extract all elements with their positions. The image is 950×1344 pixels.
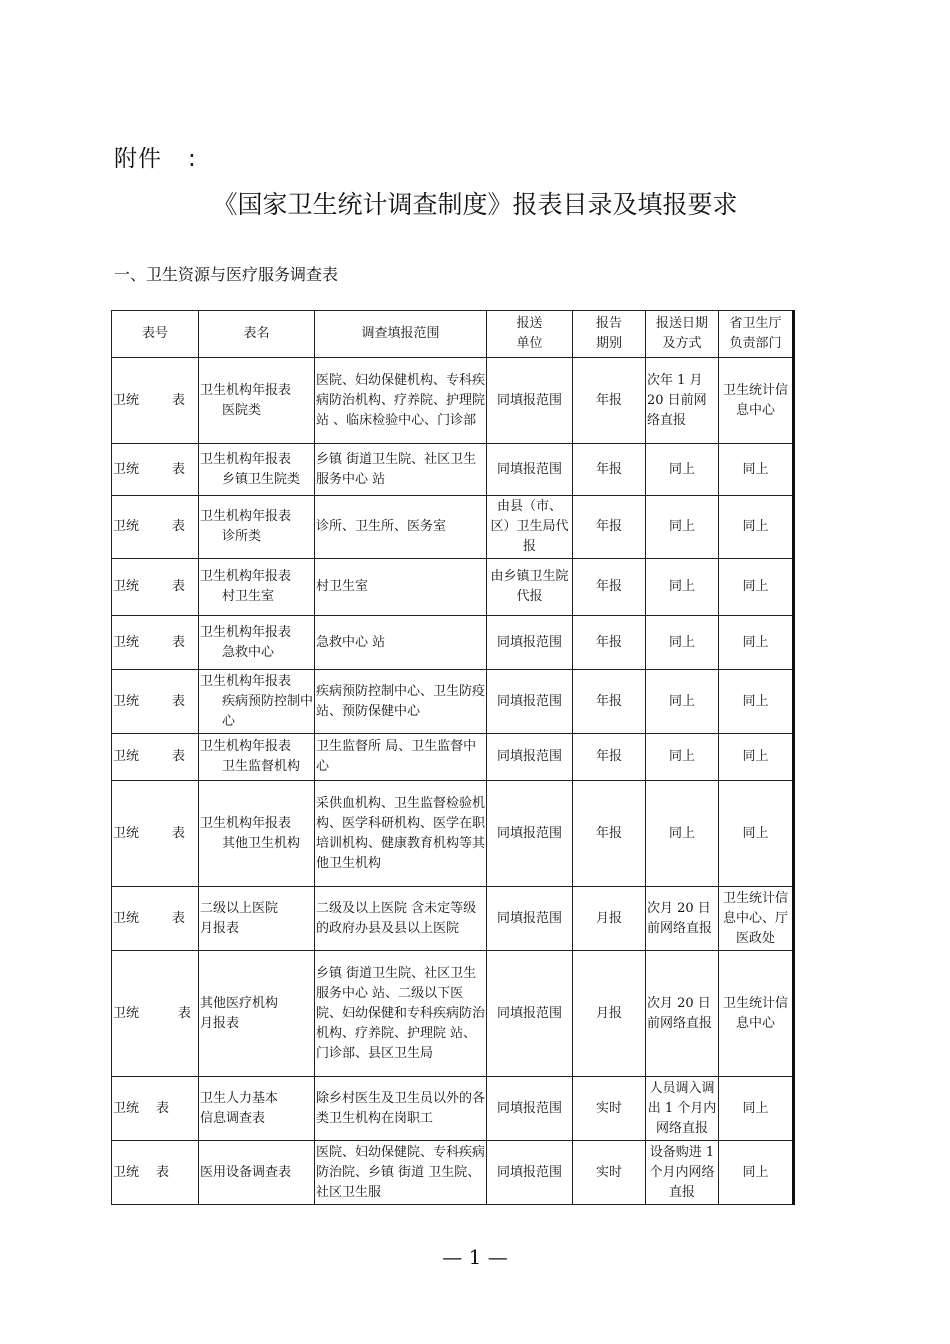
cell-date: 同上 xyxy=(646,734,719,781)
header-dept xyxy=(719,311,794,358)
cell-unit: 同填报范围 xyxy=(487,670,573,734)
header-code: 表号 xyxy=(112,311,199,358)
cell-unit: 同填报范围 xyxy=(487,358,573,444)
cell-scope: 除乡村医生及卫生员以外的各类卫生机构在岗职工 xyxy=(315,1077,487,1141)
table-row xyxy=(112,951,794,1077)
cell-code: 卫统 表 xyxy=(112,616,199,670)
cell-unit: 同填报范围 xyxy=(487,616,573,670)
cell-name: 二级以上医院 月报表 xyxy=(199,887,315,951)
cell-name: 卫生机构年报表 村卫生室 xyxy=(199,559,315,616)
cell-name: 卫生人力基本 信息调查表 xyxy=(199,1077,315,1141)
cell-scope: 乡镇 街道卫生院、社区卫生服务中心 站 xyxy=(315,444,487,496)
cell-scope: 卫生监督所 局、卫生监督中心 xyxy=(315,734,487,781)
cell-code: 卫统 表 xyxy=(112,734,199,781)
cell-name: 卫生机构年报表 疾病预防控制中心 xyxy=(199,670,315,734)
cell-scope: 医院、妇幼保健机构、专科疾病防治机构、疗养院、护理院 站 、临床检验中心、门诊部 xyxy=(315,358,487,444)
table-row xyxy=(112,670,794,734)
cell-period: 年报 xyxy=(573,616,646,670)
cell-scope: 诊所、卫生所、医务室 xyxy=(315,496,487,559)
header-date-l2: 及方式 xyxy=(662,336,702,351)
cell-scope: 急救中心 站 xyxy=(315,616,487,670)
cell-dept: 卫生统计信息中心、厅医政处 xyxy=(719,887,794,951)
table-row xyxy=(112,559,794,616)
cell-name: 医用设备调查表 xyxy=(199,1141,315,1205)
cell-scope: 采供血机构、卫生监督检验机构、医学科研机构、医学在职培训机构、健康教育机构等其他卫生机构 xyxy=(315,781,487,887)
cell-date: 同上 xyxy=(646,616,719,670)
cell-date: 人员调入调出 1 个月内网络直报 xyxy=(646,1077,719,1141)
cell-unit: 同填报范围 xyxy=(487,1077,573,1141)
cell-unit: 同填报范围 xyxy=(487,1141,573,1205)
cell-name: 卫生机构年报表 诊所类 xyxy=(199,496,315,559)
cell-code: 卫统 表 xyxy=(112,1141,199,1205)
header-date-l1: 报送日期 xyxy=(655,316,708,331)
cell-date: 同上 xyxy=(646,444,719,496)
cell-name: 卫生机构年报表 急救中心 xyxy=(199,616,315,670)
cell-dept: 同上 xyxy=(719,1077,794,1141)
table-row xyxy=(112,496,794,559)
cell-period: 年报 xyxy=(573,781,646,887)
cell-name: 卫生机构年报表 卫生监督机构 xyxy=(199,734,315,781)
cell-scope: 疾病预防控制中心、卫生防疫站、预防保健中心 xyxy=(315,670,487,734)
attachment-colon: : xyxy=(188,146,197,172)
cell-scope: 医院、妇幼保健院、专科疾病防治院、乡镇 街道 卫生院、社区卫生服 xyxy=(315,1141,487,1205)
cell-period: 年报 xyxy=(573,670,646,734)
cell-unit: 由县（市、区）卫生局代报 xyxy=(487,496,573,559)
header-dept-l1: 省卫生厅 xyxy=(729,316,782,331)
cell-period: 实时 xyxy=(573,1077,646,1141)
header-unit-l1: 报送 xyxy=(516,316,543,331)
cell-date: 同上 xyxy=(646,559,719,616)
cell-date: 同上 xyxy=(646,781,719,887)
cell-period: 年报 xyxy=(573,496,646,559)
table-row xyxy=(112,781,794,887)
table-row xyxy=(112,616,794,670)
cell-date: 次年 1 月 20 日前网络直报 xyxy=(646,358,719,444)
document-title: 《国家卫生统计调查制度》报表目录及填报要求 xyxy=(212,190,738,219)
cell-dept: 同上 xyxy=(719,1141,794,1205)
cell-dept: 卫生统计信息中心 xyxy=(719,358,794,444)
section-heading: 一、卫生资源与医疗服务调查表 xyxy=(114,265,339,284)
cell-period: 月报 xyxy=(573,951,646,1077)
cell-dept: 同上 xyxy=(719,444,794,496)
cell-date: 设备购进 1 个月内网络直报 xyxy=(646,1141,719,1205)
header-unit xyxy=(487,311,573,358)
cell-dept: 同上 xyxy=(719,781,794,887)
cell-code: 卫统 表 xyxy=(112,444,199,496)
cell-period: 年报 xyxy=(573,444,646,496)
header-name: 表名 xyxy=(199,311,315,358)
cell-name: 卫生机构年报表 乡镇卫生院类 xyxy=(199,444,315,496)
cell-period: 月报 xyxy=(573,887,646,951)
cell-code: 卫统 表 xyxy=(112,887,199,951)
attachment-label xyxy=(114,140,197,173)
table-row xyxy=(112,734,794,781)
cell-unit: 同填报范围 xyxy=(487,951,573,1077)
cell-scope: 乡镇 街道卫生院、社区卫生服务中心 站、二级以下医院、妇幼保健和专科疾病防治机构、疗养院、护理院 站、门诊部、县区卫生局 xyxy=(315,951,487,1077)
cell-name: 卫生机构年报表 其他卫生机构 xyxy=(199,781,315,887)
cell-dept: 同上 xyxy=(719,496,794,559)
cell-unit: 由乡镇卫生院代报 xyxy=(487,559,573,616)
cell-date: 同上 xyxy=(646,670,719,734)
cell-unit: 同填报范围 xyxy=(487,444,573,496)
table-row xyxy=(112,358,794,444)
cell-period: 年报 xyxy=(573,734,646,781)
cell-code: 卫统 表 xyxy=(112,559,199,616)
header-period-l2: 期别 xyxy=(595,336,622,351)
cell-date: 次月 20 日前网络直报 xyxy=(646,887,719,951)
cell-dept: 同上 xyxy=(719,734,794,781)
table-header-row xyxy=(112,311,794,358)
cell-code: 卫统 表 xyxy=(112,781,199,887)
cell-period: 年报 xyxy=(573,358,646,444)
cell-name: 卫生机构年报表 医院类 xyxy=(199,358,315,444)
cell-unit: 同填报范围 xyxy=(487,781,573,887)
cell-dept: 同上 xyxy=(719,670,794,734)
header-scope: 调查填报范围 xyxy=(315,311,487,358)
table-row xyxy=(112,887,794,951)
cell-date: 同上 xyxy=(646,496,719,559)
cell-code: 卫统 表 xyxy=(112,951,199,1077)
header-period xyxy=(573,311,646,358)
cell-code: 卫统 表 xyxy=(112,1077,199,1141)
table-row xyxy=(112,1141,794,1205)
table-row xyxy=(112,444,794,496)
page-number: — 1 — xyxy=(442,1245,508,1269)
cell-unit: 同填报范围 xyxy=(487,887,573,951)
attachment-text: 附件 xyxy=(114,146,162,172)
cell-code: 卫统 表 xyxy=(112,670,199,734)
cell-scope: 村卫生室 xyxy=(315,559,487,616)
cell-code: 卫统 表 xyxy=(112,358,199,444)
header-date xyxy=(646,311,719,358)
cell-period: 实时 xyxy=(573,1141,646,1205)
header-period-l1: 报告 xyxy=(595,316,622,331)
cell-period: 年报 xyxy=(573,559,646,616)
cell-date: 次月 20 日前网络直报 xyxy=(646,951,719,1077)
cell-unit: 同填报范围 xyxy=(487,734,573,781)
cell-dept: 卫生统计信息中心 xyxy=(719,951,794,1077)
header-unit-l2: 单位 xyxy=(516,336,543,351)
cell-scope: 二级及以上医院 含未定等级的政府办县及县以上医院 xyxy=(315,887,487,951)
cell-dept: 同上 xyxy=(719,616,794,670)
report-catalog-table xyxy=(111,310,795,1205)
cell-code: 卫统 表 xyxy=(112,496,199,559)
table-row xyxy=(112,1077,794,1141)
cell-dept: 同上 xyxy=(719,559,794,616)
header-dept-l2: 负责部门 xyxy=(729,336,782,351)
cell-name: 其他医疗机构 月报表 xyxy=(199,951,315,1077)
